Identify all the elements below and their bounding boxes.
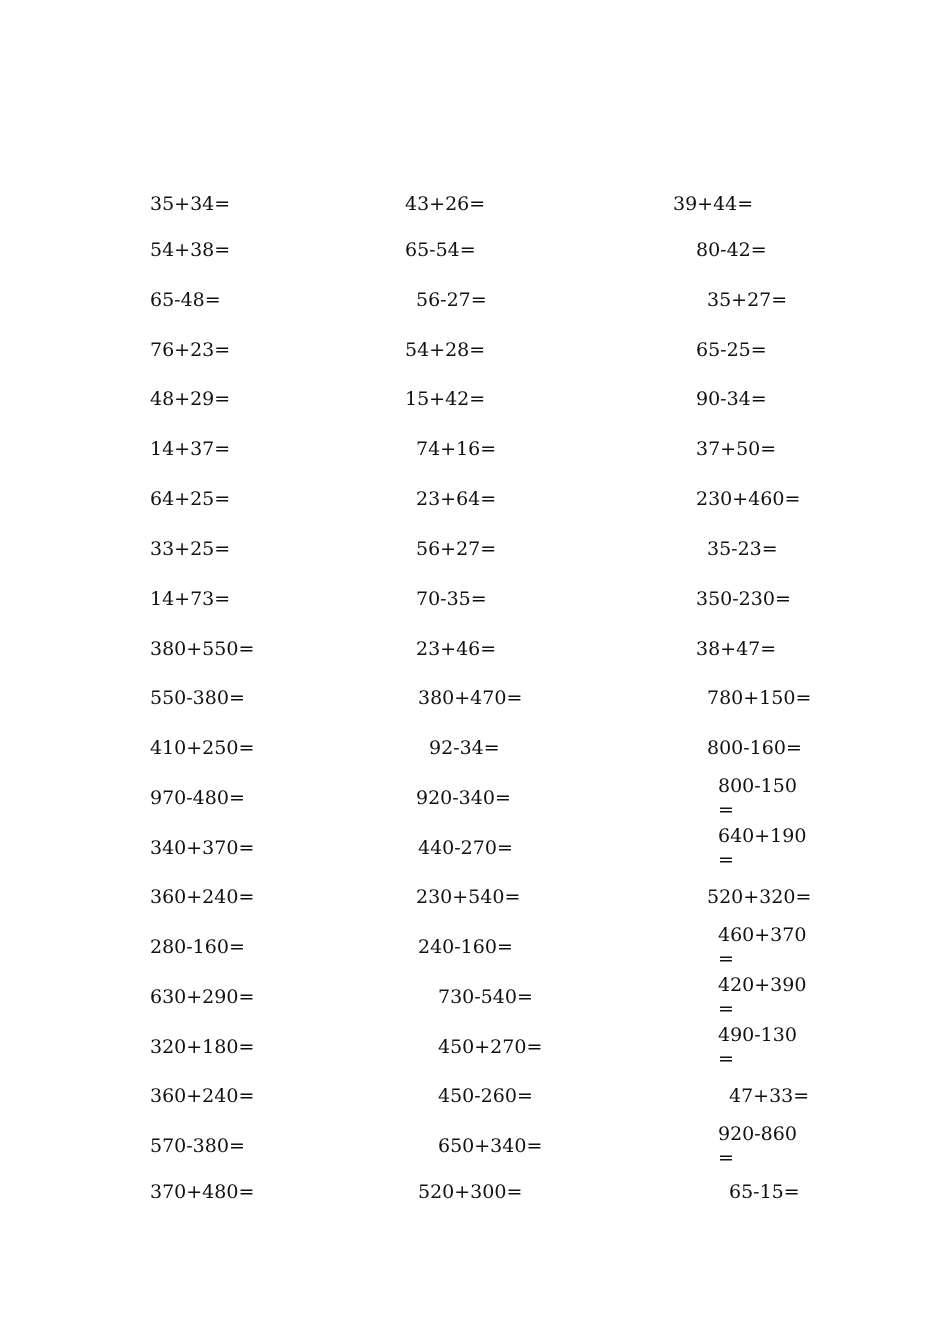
- problem-r17-c2: 730-540=: [438, 986, 533, 1008]
- problem-r20-c3: 920-860 =: [718, 1123, 797, 1169]
- problem-r1-c3: 39+44=: [673, 193, 754, 215]
- problem-r21-c2: 520+300=: [418, 1181, 523, 1203]
- problem-r19-c3: 47+33=: [729, 1085, 810, 1107]
- problem-r13-c2: 920-340=: [416, 787, 511, 809]
- problem-r2-c2: 65-54=: [405, 239, 476, 261]
- problem-r12-c1: 410+250=: [150, 737, 255, 759]
- problem-r16-c1: 280-160=: [150, 936, 245, 958]
- problem-r7-c3: 230+460=: [696, 488, 801, 510]
- problem-r21-c3: 65-15=: [729, 1181, 800, 1203]
- problem-r21-c1: 370+480=: [150, 1181, 255, 1203]
- problem-r18-c3: 490-130 =: [718, 1024, 797, 1070]
- problem-r8-c3: 35-23=: [707, 538, 778, 560]
- problem-r5-c1: 48+29=: [150, 388, 231, 410]
- problem-r16-c2: 240-160=: [418, 936, 513, 958]
- problem-r19-c2: 450-260=: [438, 1085, 533, 1107]
- problem-r2-c1: 54+38=: [150, 239, 231, 261]
- problem-r4-c2: 54+28=: [405, 339, 486, 361]
- problem-r6-c3: 37+50=: [696, 438, 777, 460]
- problem-r19-c1: 360+240=: [150, 1085, 255, 1107]
- problem-r13-c1: 970-480=: [150, 787, 245, 809]
- problem-r10-c3: 38+47=: [696, 638, 777, 660]
- problem-r5-c2: 15+42=: [405, 388, 486, 410]
- problem-r15-c1: 360+240=: [150, 886, 255, 908]
- problem-r15-c2: 230+540=: [416, 886, 521, 908]
- problem-r4-c1: 76+23=: [150, 339, 231, 361]
- problem-r10-c2: 23+46=: [416, 638, 497, 660]
- problem-r16-c3: 460+370 =: [718, 924, 807, 970]
- problem-r17-c3: 420+390 =: [718, 974, 807, 1020]
- problem-r8-c2: 56+27=: [416, 538, 497, 560]
- problem-r7-c1: 64+25=: [150, 488, 231, 510]
- problem-r7-c2: 23+64=: [416, 488, 497, 510]
- problem-r5-c3: 90-34=: [696, 388, 767, 410]
- problem-r4-c3: 65-25=: [696, 339, 767, 361]
- problem-r20-c2: 650+340=: [438, 1135, 543, 1157]
- problem-r14-c2: 440-270=: [418, 837, 513, 859]
- problem-r2-c3: 80-42=: [696, 239, 767, 261]
- problem-r11-c1: 550-380=: [150, 687, 245, 709]
- problem-r6-c1: 14+37=: [150, 438, 231, 460]
- problem-r13-c3: 800-150 =: [718, 775, 797, 821]
- problem-r8-c1: 33+25=: [150, 538, 231, 560]
- problem-r14-c3: 640+190 =: [718, 825, 807, 871]
- problem-r20-c1: 570-380=: [150, 1135, 245, 1157]
- problem-r9-c3: 350-230=: [696, 588, 791, 610]
- problem-r1-c1: 35+34=: [150, 193, 231, 215]
- problem-r9-c2: 70-35=: [416, 588, 487, 610]
- problem-r9-c1: 14+73=: [150, 588, 231, 610]
- problem-r14-c1: 340+370=: [150, 837, 255, 859]
- problem-r3-c3: 35+27=: [707, 289, 788, 311]
- problem-r1-c2: 43+26=: [405, 193, 486, 215]
- problem-r10-c1: 380+550=: [150, 638, 255, 660]
- problem-r3-c1: 65-48=: [150, 289, 221, 311]
- problem-r17-c1: 630+290=: [150, 986, 255, 1008]
- problem-r12-c3: 800-160=: [707, 737, 802, 759]
- problem-r11-c2: 380+470=: [418, 687, 523, 709]
- problem-r11-c3: 780+150=: [707, 687, 812, 709]
- problem-r3-c2: 56-27=: [416, 289, 487, 311]
- problem-r15-c3: 520+320=: [707, 886, 812, 908]
- problem-r12-c2: 92-34=: [429, 737, 500, 759]
- problem-r18-c1: 320+180=: [150, 1036, 255, 1058]
- problem-r18-c2: 450+270=: [438, 1036, 543, 1058]
- problem-r6-c2: 74+16=: [416, 438, 497, 460]
